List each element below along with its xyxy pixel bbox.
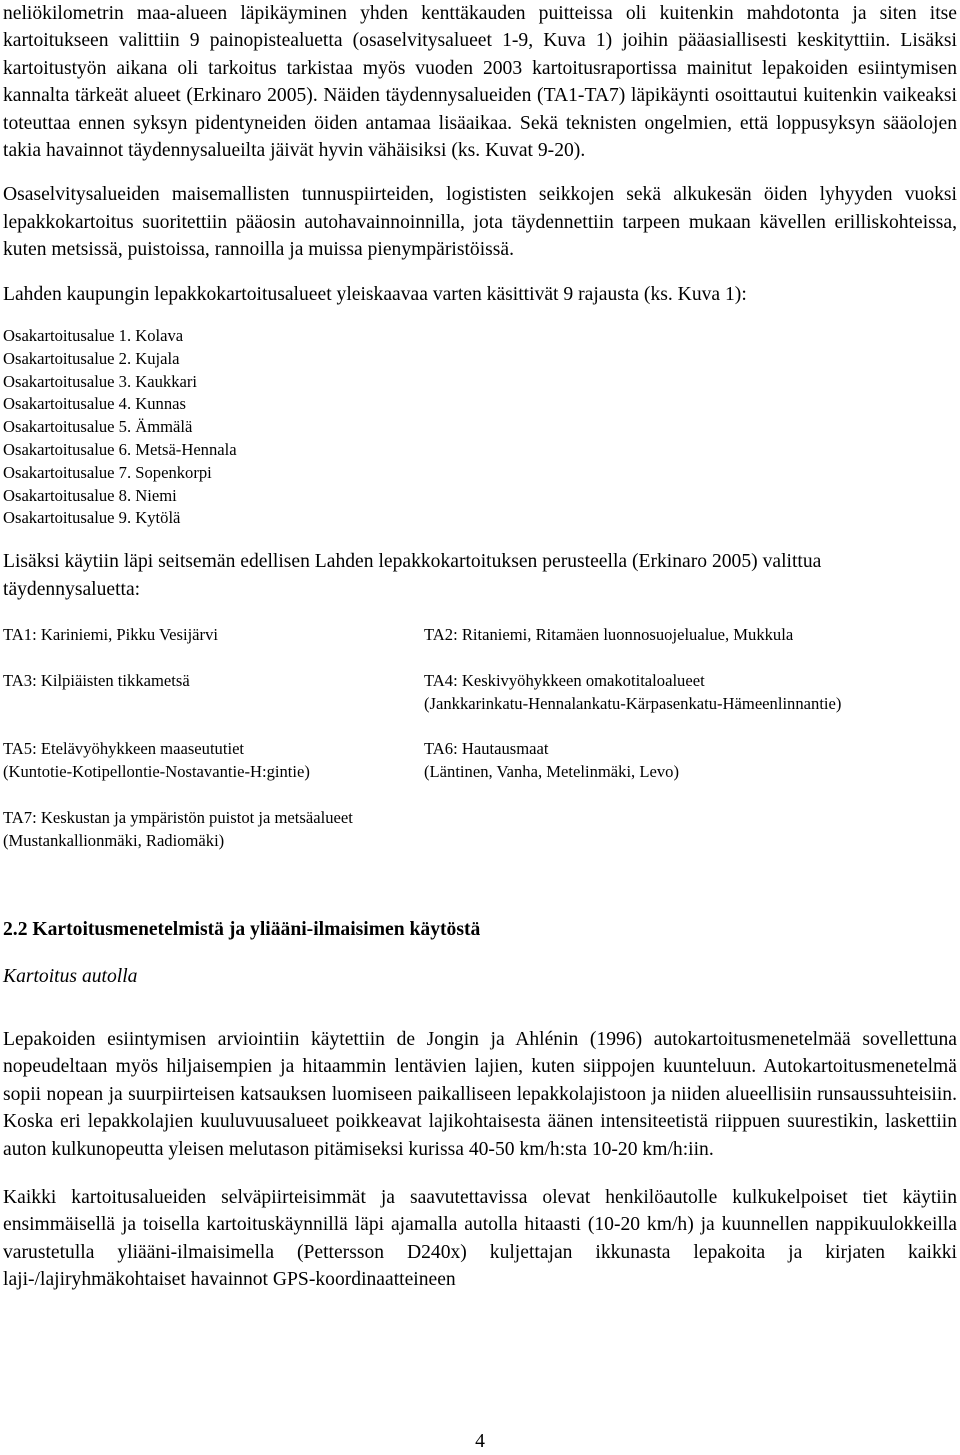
paragraph-landscape: Osaselvitysalueiden maisemallisten tunnuspiirteiden, logististen seikkojen sekä alkukesän öiden lyhyyden vuoksi lepakkokartoitus suoritettiin pääosin autohavainnoinnilla, jota täydennettiin tarpeen mukaan kävellen erilliskohteissa, kuten metsissä, puistoissa, rannoilla ja muissa pienympäristöissä. [3,184,957,261]
list-item: Osakartoitusalue 7. Sopenkorpi [3,462,212,482]
paragraph-method-2: Kaikki kartoitusalueiden selväpiirteisimmät ja saavutettavissa olevat henkilöautolle kulkukelpoiset tiet käytiin ensimmäisellä ja toisella kartoituskäynnillä läpi ajamalla autolla hitaasti (10-20 km/h) ja kuunnellen nappikuulokkeilla varustetulla yliääni-ilmaisimella (Pettersson D240x) kuljettajan ikkunasta lepakoita ja kirjaten kaikki laji-/lajiryhmäkohtaiset havainnot GPS-koordinaatteineen [3,1187,957,1291]
list-item: Osakartoitusalue 1. Kolava [3,326,184,346]
supplement-ta4: TA4: Keskivyöhykkeen omakotitaloalueet (Jankkarinkatu-Hennalankatu-Kärpasenkatu-Hämeenlinnantie) [424,671,842,713]
list-item: Osakartoitusalue 9. Kytölä [3,508,181,528]
supplement-ta2: TA2: Ritaniemi, Ritamäen luonnosuojelualue, Mukkula [424,625,794,645]
survey-area-list [3,325,957,530]
supplement-ta5: TA5: Etelävyöhykkeen maaseututiet (Kuntotie-Kotipellontie-Nostavantie-H:gintie) [3,739,310,781]
document-page [3,0,957,1294]
supplement-ta6: TA6: Hautausmaat (Läntinen, Vanha, Metelinmäki, Levo) [424,739,679,781]
list-item: Osakartoitusalue 6. Metsä-Hennala [3,440,237,460]
section-subheading: Kartoitus autolla [3,966,138,988]
list-item: Osakartoitusalue 2. Kujala [3,348,180,368]
section-heading: 2.2 Kartoitusmenetelmistä ja yliääni-ilmaisimen käytöstä [3,919,481,941]
paragraph-areas-intro: Lahden kaupungin lepakkokartoitusalueet yleiskaavaa varten käsittivät 9 rajausta (ks. Kuva 1): [3,283,747,305]
supplement-ta1: TA1: Kariniemi, Pikku Vesijärvi [3,625,218,645]
list-item: Osakartoitusalue 3. Kaukkari [3,371,197,391]
paragraph-supplement-intro: Lisäksi käytiin läpi seitsemän edellisen Lahden lepakkokartoituksen perusteella (Erkinaro 2005) valittua täydennysaluetta: [3,551,822,600]
list-item: Osakartoitusalue 4. Kunnas [3,394,186,414]
list-item: Osakartoitusalue 8. Niemi [3,485,177,505]
supplement-ta3: TA3: Kilpiäisten tikkametsä [3,671,190,691]
supplement-area-grid [3,624,957,910]
list-item: Osakartoitusalue 5. Ämmälä [3,417,193,437]
supplement-ta7: TA7: Keskustan ja ympäristön puistot ja metsäalueet (Mustankallionmäki, Radiomäki) [3,808,353,850]
page-number: 4 [475,1431,485,1452]
paragraph-intro: neliökilometrin maa-alueen läpikäyminen yhden kenttäkauden puitteissa oli kuitenkin mahdotonta ja siten itse kartoitukseen valittiin 9 painopistealuetta (osaselvitysalueet 1-9, Kuva 1) joihin pääasiallisesti keskityttiin. Lisäksi kartoitustyön aikana oli tarkoitus tarkistaa myös vuoden 2003 kartoitusraportissa mainitut lepakoiden esiintymisen kannalta tärkeät alueet (Erkinaro 2005). Näiden täydennysalueiden (TA1-TA7) läpikäynti osoittautui kuitenkin vaikeaksi toteuttaa ennen syksyn pidentyneiden öiden antamaa lisäaikaa. Sekä teknisten ongelmien, että loppusyksyn sääolojen takia havainnot täydennysalueilta jäivät hyvin vähäisiksi (ks. Kuvat 9-20). [3,3,957,162]
paragraph-method-1: Lepakoiden esiintymisen arviointiin käytettiin de Jongin ja Ahlénin (1996) autokartoitusmenetelmää sovellettuna nopeudeltaan myös hiljaisempien ja hitaammin lentävien lajien, kuten siippojen kuunteluun. Autokartoitusmenetelmä sopii nopean ja suurpiirteisen katsauksen luomiseen paikalliseen lepakkolajistoon ja niiden alueellisiin runsaussuhteisiin. Koska eri lepakkolajien kuuluvuusalueet poikkeavat lajikohtaisesta äänen intensiteetistä riippuen suurestikin, laskettiin auton kulkunopeutta yleisen melutason pitämiseksi kurissa 40-50 km/h:sta 10-20 km/h:iin. [3,1029,957,1160]
